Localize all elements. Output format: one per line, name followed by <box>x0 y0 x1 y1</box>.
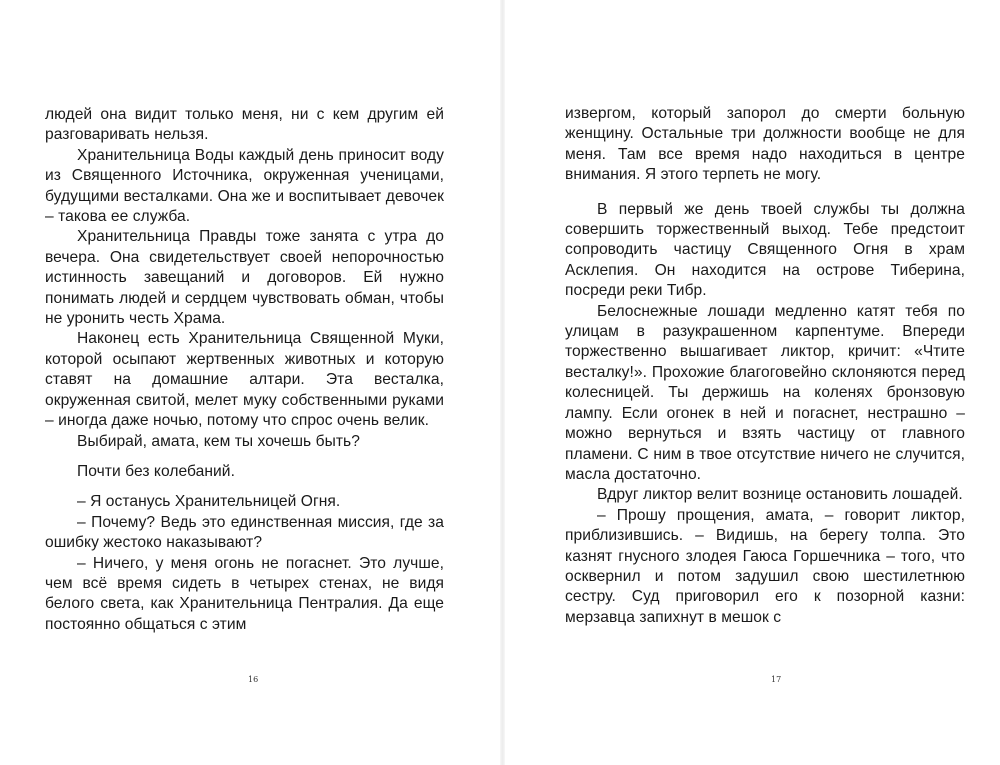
paragraph: – Я останусь Хранительницей Огня. <box>77 493 341 511</box>
paragraph: – Ничего, у меня огонь не погаснет. Это лучше, чем всё время сидеть в четырех стенах, не видя белого света, как Хранительница Пентралия. Да еще постоянно общаться с этим <box>45 554 444 633</box>
right-page-text <box>565 104 965 628</box>
paragraph: В первый же день твоей службы ты должна совершить торжественный выход. Тебе предстоит сопроводить частицу Священного Огня в храм Асклепия. Он находится на острове Тиберина, посреди реки Тибр. <box>565 200 965 300</box>
paragraph: Хранительница Правды тоже занята с утра до вечера. Она свидетельствует своей непорочностью истинность завещаний и договоров. Ей нужно понимать людей и сердцем чувствовать обман, чтобы не уронить честь Храма. <box>45 228 444 328</box>
paragraph: извергом, который запорол до смерти больную женщину. Остальные три должности вообще не для меня. Там все время надо находиться в центре внимания. Я этого терпеть не могу. <box>565 105 965 184</box>
paragraph: Почти без колебаний. <box>77 462 235 480</box>
page-number: 17 <box>771 675 782 684</box>
paragraph: – Почему? Ведь это единственная миссия, где за ошибку жестоко наказывают? <box>45 513 444 552</box>
paragraph: Выбирай, амата, кем ты хочешь быть? <box>77 432 360 450</box>
paragraph: – Прошу прощения, амата, – говорит ликтор, приблизившись. – Видишь, на берегу толпа. Это казнят гнусного злодея Гаюса Горшечника – того, что осквернил и потом задушил свою шестилетнюю сестру. Суд приговорил его к позорной казни: мерзавца запихнут в мешок с <box>565 506 965 626</box>
paragraph: Белоснежные лошади медленно катят тебя по улицам в разукрашенном карпентуме. Впереди торжественно вышагивает ликтор, кричит: «Чтите весталку!». Прохожие благоговейно склоняются перед колесницей. Ты держишь на коленях бронзовую лампу. Если огонек в ней и погаснет, нестрашно – можно вернуться и взять частицу от главного пламени. С ним в твое отсутствие ничего не случится, масла достаточно. <box>565 302 965 483</box>
paragraph: Наконец есть Хранительница Священной Муки, которой осыпают жертвенных животных и которую ставят на домашние алтари. Эта весталка, окруженная свитой, мелет муку собственными руками – иногда даже ночью, потому что спрос очень велик. <box>45 330 444 430</box>
left-page-text <box>45 105 444 635</box>
paragraph: Хранительница Воды каждый день приносит воду из Священного Источника, окруженная ученицами, будущими весталками. Она же и воспитывает девочек – такова ее служба. <box>45 146 444 226</box>
page-number: 16 <box>248 675 259 684</box>
paragraph: Вдруг ликтор велит вознице остановить лошадей. <box>597 486 963 504</box>
right-page <box>505 0 1000 765</box>
paragraph: людей она видит только меня, ни с кем другим ей разговаривать нельзя. <box>45 106 444 144</box>
